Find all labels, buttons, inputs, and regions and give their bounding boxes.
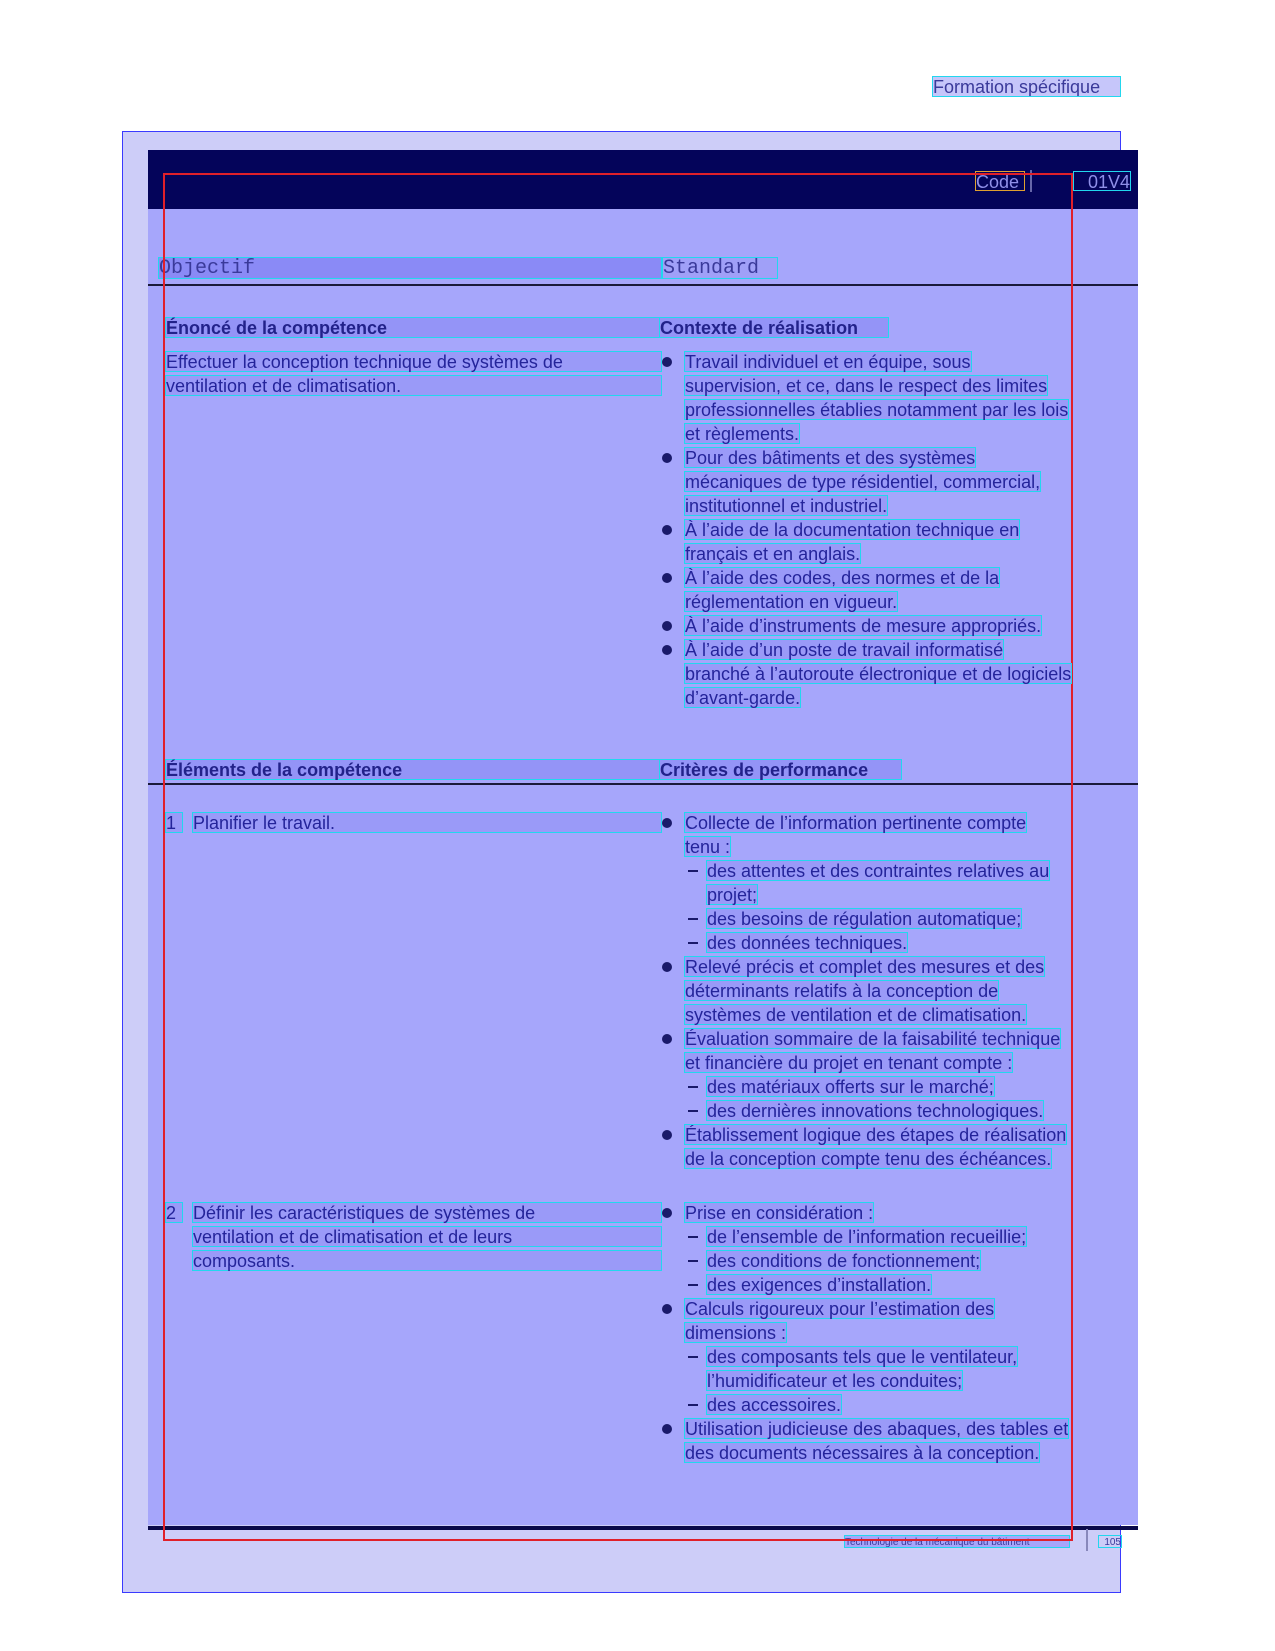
criterion-line: Évaluation sommaire de la faisabilité technique bbox=[685, 1029, 1061, 1049]
sub-criterion-line: des conditions de fonctionnement; bbox=[707, 1251, 981, 1271]
dash-icon bbox=[688, 1086, 698, 1088]
elements-rule bbox=[148, 783, 1138, 785]
sub-criterion-line: des matériaux offerts sur le marché; bbox=[707, 1077, 994, 1097]
criterion-line: Pour des bâtiments et des systèmes bbox=[685, 448, 976, 468]
code-label: Code bbox=[975, 171, 1025, 191]
footer-separator bbox=[1086, 1529, 1088, 1551]
bullet-icon bbox=[662, 1304, 672, 1314]
criterion-line: mécaniques de type résidentiel, commercial, bbox=[685, 472, 1041, 492]
heading-rule bbox=[148, 284, 1138, 286]
code-value: 01V4 bbox=[1073, 171, 1131, 191]
criterion-line: réglementation en vigueur. bbox=[685, 592, 898, 612]
elements-heading: Éléments de la compétence bbox=[165, 759, 662, 780]
element-text-line: ventilation et de climatisation. bbox=[165, 375, 662, 396]
sub-criterion-line: des exigences d’installation. bbox=[707, 1275, 932, 1295]
footer-rule bbox=[148, 1526, 1138, 1530]
element-text-line: Définir les caractéristiques de systèmes de bbox=[192, 1202, 662, 1223]
bullet-icon bbox=[662, 573, 672, 583]
criterion-line: Établissement logique des étapes de réalisation bbox=[685, 1125, 1067, 1145]
dash-icon bbox=[688, 1110, 698, 1112]
criterion-line: À l’aide d’un poste de travail informatisé bbox=[685, 640, 1004, 660]
bullet-icon bbox=[662, 1034, 672, 1044]
sub-criterion-line: des accessoires. bbox=[707, 1395, 842, 1415]
bullet-icon bbox=[662, 1208, 672, 1218]
dash-icon bbox=[688, 870, 698, 872]
dash-icon bbox=[688, 1236, 698, 1238]
criterion-line: À l’aide d’instruments de mesure appropriés. bbox=[685, 616, 1042, 636]
top-label: Formation spécifique bbox=[932, 76, 1121, 97]
dash-icon bbox=[688, 1356, 698, 1358]
bullet-icon bbox=[662, 1424, 672, 1434]
criterion-line: d’avant-garde. bbox=[685, 688, 801, 708]
dash-icon bbox=[688, 1260, 698, 1262]
criterion-line: de la conception compte tenu des échéances. bbox=[685, 1149, 1052, 1169]
sub-criterion-line: des attentes et des contraintes relatives au bbox=[707, 861, 1050, 881]
criterion-line: Utilisation judicieuse des abaques, des tables et bbox=[685, 1419, 1069, 1439]
sub-criterion-line: l’humidificateur et les conduites; bbox=[707, 1371, 963, 1391]
criterion-line: Calculs rigoureux pour l’estimation des bbox=[685, 1299, 995, 1319]
bullet-icon bbox=[662, 1130, 672, 1140]
element-text-line: Planifier le travail. bbox=[192, 812, 662, 833]
criterion-line: Travail individuel et en équipe, sous bbox=[685, 352, 971, 372]
criterion-line: À l’aide des codes, des normes et de la bbox=[685, 568, 1000, 588]
bullet-icon bbox=[662, 962, 672, 972]
element-number: 1 bbox=[165, 812, 183, 833]
element-text-line: Effectuer la conception technique de systèmes de bbox=[165, 351, 662, 372]
page-number: 105 bbox=[1098, 1535, 1122, 1548]
criteres-heading: Critères de performance bbox=[659, 759, 902, 780]
criterion-line: supervision, et ce, dans le respect des limites bbox=[685, 376, 1048, 396]
criterion-line: dimensions : bbox=[685, 1323, 787, 1343]
sub-criterion-line: des données techniques. bbox=[707, 933, 908, 953]
sub-criterion-line: des composants tels que le ventilateur, bbox=[707, 1347, 1018, 1367]
bullet-icon bbox=[662, 357, 672, 367]
criterion-line: Relevé précis et complet des mesures et des bbox=[685, 957, 1045, 977]
criterion-line: Collecte de l’information pertinente compte bbox=[685, 813, 1027, 833]
footer-text: Technologie de la mécanique du bâtiment bbox=[844, 1535, 1070, 1548]
objectif-heading: Objectif bbox=[158, 257, 662, 279]
criterion-line: des documents nécessaires à la conception. bbox=[685, 1443, 1040, 1463]
criterion-line: branché à l’autoroute électronique et de logiciels bbox=[685, 664, 1072, 684]
contexte-heading: Contexte de réalisation bbox=[659, 317, 889, 338]
bullet-icon bbox=[662, 621, 672, 631]
criterion-line: institutionnel et industriel. bbox=[685, 496, 888, 516]
element-text-line: ventilation et de climatisation et de leurs bbox=[192, 1226, 662, 1247]
dash-icon bbox=[688, 1284, 698, 1286]
element-number: 2 bbox=[165, 1202, 183, 1223]
element-text-line: composants. bbox=[192, 1250, 662, 1271]
sub-criterion-line: des besoins de régulation automatique; bbox=[707, 909, 1022, 929]
criterion-line: professionnelles établies notamment par les lois bbox=[685, 400, 1069, 420]
enonce-heading: Énoncé de la compétence bbox=[165, 317, 662, 338]
criterion-line: français et en anglais. bbox=[685, 544, 861, 564]
dash-icon bbox=[688, 1404, 698, 1406]
bullet-icon bbox=[662, 645, 672, 655]
standard-heading: Standard bbox=[662, 257, 778, 279]
criterion-line: déterminants relatifs à la conception de bbox=[685, 981, 999, 1001]
criterion-line: tenu : bbox=[685, 837, 731, 857]
criterion-line: Prise en considération : bbox=[685, 1203, 874, 1223]
criterion-line: À l’aide de la documentation technique en bbox=[685, 520, 1020, 540]
sub-criterion-line: de l’ensemble de l’information recueillie; bbox=[707, 1227, 1027, 1247]
criterion-line: systèmes de ventilation et de climatisation. bbox=[685, 1005, 1027, 1025]
bullet-icon bbox=[662, 453, 672, 463]
bullet-icon bbox=[662, 525, 672, 535]
dash-icon bbox=[688, 918, 698, 920]
sub-criterion-line: projet; bbox=[707, 885, 758, 905]
code-separator bbox=[1030, 170, 1032, 192]
sub-criterion-line: des dernières innovations technologiques. bbox=[707, 1101, 1044, 1121]
criterion-line: et financière du projet en tenant compte : bbox=[685, 1053, 1013, 1073]
dash-icon bbox=[688, 942, 698, 944]
bullet-icon bbox=[662, 818, 672, 828]
criterion-line: et règlements. bbox=[685, 424, 800, 444]
